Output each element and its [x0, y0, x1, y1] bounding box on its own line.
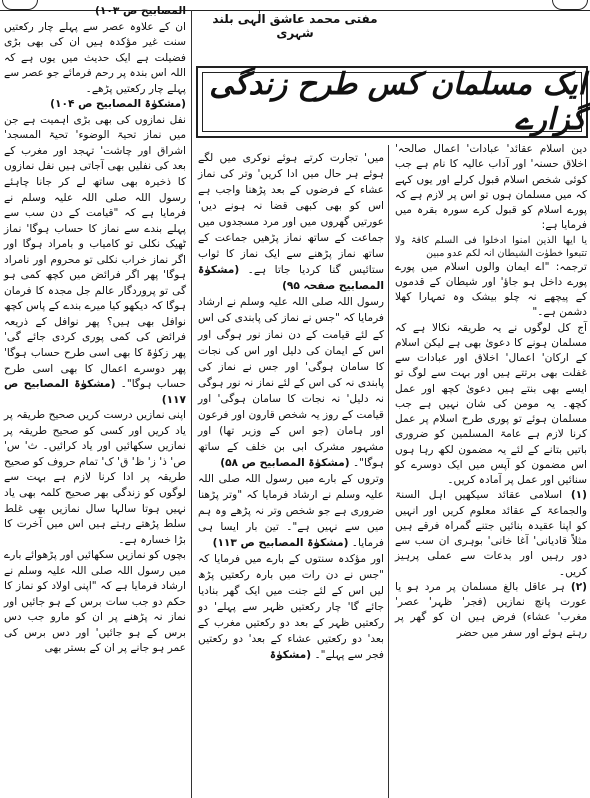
list-item-number: (۱)	[570, 489, 587, 502]
hadith-reference: (مشکوٰۃ المصابیح ص ۱۰۴)	[50, 98, 186, 111]
article-title: ایک مسلمان کس طرح زندگی گزارے	[209, 67, 586, 137]
hadith-reference: (مشکوٰۃ المصابیح ص ۱۱۳)	[212, 537, 349, 550]
author-name: مفتی محمد عاشق الٰہی بلند شہری	[212, 12, 378, 40]
list-item-number: (۲)	[570, 580, 587, 593]
paragraph	[198, 150, 384, 294]
list-item	[395, 488, 587, 580]
list-item	[395, 580, 587, 641]
hadith-reference: المصابیح ص ۱۰۳)	[95, 5, 186, 17]
paragraph	[4, 113, 186, 408]
paragraph	[198, 294, 384, 471]
quran-verse: یا ایھا الذین امنوا ادخلوا فی السلم کافۃ ولا تتبعوا خطوٰت الشیطان انہ لکم عدو مبین	[395, 234, 587, 259]
paragraph-text: اور مؤکدہ سنتوں کے بارے میں فرمایا کہ "جس نے دن رات میں بارہ رکعتیں پڑھ لیں اس کے لئے جنت میں ایک گھر بنادیا جائے گا' چار رکعتیں ظہر سے پہلے' دو رکعتیں ظہر کے بعد دو رکعتیں مغرب کے بعد' دو رکعتیں عشاء کے بعد' دو رکعتیں فجر سے پہلے"۔	[198, 553, 384, 662]
hadith-reference: (مشکوٰۃ المصابیح ص ۱۱۷)	[4, 378, 186, 406]
paragraph: دین اسلام عقائد' عبادات' اعمال صالحہ' اخلاق حسنہ' اور آداب عالیہ کا نام ہے جب کوئی شخص اسلام قبول کرلے اور یوں کہے کہ میں مسلمان ہوں تو اس پر لازم ہے کہ پورے اسلام کو قبول کرے سورہ بقرہ میں فرمایا ہے:	[395, 143, 587, 232]
list-item-text: اسلامی عقائد سیکھیں اہل السنۃ والجماعۃ کے عقائد معلوم کریں اور انہیں کو اپنا عقیدہ بنائیں جتنے گمراہ فرقے ہیں مثلاً قادیانی' آغا خانی' بوہری ان سب سے دور رہیں اور بدعات سے عملی پرہیز کریں۔	[395, 489, 587, 578]
paragraph-text: نفل نمازوں کی بھی بڑی اہمیت ہے جن میں نماز تحیۃ الوضوء' تحیۃ المسجد' اشراق اور چاشت' تہجد اور مغرب کے بعد کی نفلیں بھی آجاتی ہیں نفل نمازوں کا ذخیرہ بھی ساتھ لے کر جانا چاہئے رسول اللہ صلی اللہ علیہ وسلم نے فرمایا ہے کہ "قیامت کے دن سب سے پہلے بندے سے نماز کا حساب ہوگا' نماز ٹھیک نکلی تو کامیاب و بامراد ہوگا اور اگر نماز خراب نکلی تو محروم اور نامراد ہوگا' پھر اگر فرائض میں کچھ کمی ہو گی تو پروردگار عالم جل مجدہ کا فرمان ہوگا کہ دیکھو کیا میرے بندے کے پاس کچھ نوافل بھی ہیں؟ پھر نوافل کے ذریعہ فرائض کی کمی پوری کردی جائے گی' پھر زکوٰۃ کا بھی اسی طرح حساب ہوگا' پھر دوسرے اعمال کا بھی اسی طرح حساب ہوگا"۔	[4, 113, 186, 391]
column-middle	[198, 150, 384, 664]
paragraph-text: رسول اللہ صلی اللہ علیہ وسلم نے ارشاد فرمایا کہ "جس نے نماز کی پابندی کی اس کے لئے قیامت کے دن نماز نور ہوگی اور اس کے ایمان کی دلیل اور اس کی نجات کا سامان ہوگی' اور جس نے نماز کی پابندی نہ کی اس کے لئے نماز نہ نور ہوگی نہ دلیل' نہ نجات کا سامان ہوگی' اور قیامت کے روز یہ شخص قارون اور فرعون اور ہامان (جو اس کے وزیر تھا) اور مشہور مشرک ابی بن خلف کے ساتھ ہوگا"۔	[198, 296, 384, 469]
paragraph	[198, 471, 384, 551]
paragraph: ترجمہ: "اے ایمان والوں اسلام میں پورے پورے داخل ہو جاؤ' اور شیطان کے قدموں کے پیچھے نہ چلو بیشک وہ تمہارا کھلا دشمن ہے۔"	[395, 260, 587, 319]
column-divider-left	[191, 10, 192, 798]
paragraph: آج کل لوگوں نے یہ طریقہ نکالا ہے کہ مسلمان ہونے کا دعویٰ بھی ہے لیکن اسلام کے ارکان' اعمال' اخلاق اور عبادات سے غفلت بھی برتتے ہیں اور بہت سے لوگ تو ایسے بھی بنتے ہیں دعویٰ کچھ اور عمل کچھ۔ یہ مومن کی شان نہیں ہے جب مسلمان ہوئے تو پوری طرح اسلام پر عمل کرنا لازم ہے عامۃ المسلمین کو ضروری باتیں بتانے کے لئے یہ مضمون لکھ رہا ہوں اس مضمون کو آپس میں ایک دوسرے کو سنائیں اور عمل پر آمادہ کریں۔	[395, 321, 587, 486]
paragraph: اپنی نمازیں درست کریں صحیح طریقہ پر یاد کریں اور کسی کو صحیح طریقہ پر نمازیں سکھائیں اور یاد کرائیں۔ ث' س' ص' ذ' ز' ظ' ق' ک' تمام حروف کو صحیح طریقہ پر ادا کرنا لازم ہے بہت سے لوگوں کو زندگی بھر صحیح کلمہ بھی یاد نہیں ہوتا سالہا سال نمازیں بھی غلط سلط پڑھتے رہتے ہیں اس میں آخرت کا بڑا خسارہ ہے۔	[4, 409, 186, 546]
title-box	[196, 66, 588, 138]
paragraph: ان کے علاوہ عصر سے پہلے چار رکعتیں سنت غیر مؤکدہ ہیں ان کی بھی بڑی فضیلت ہے ایک حدیث میں یوں ہے کہ اللہ اس بندہ پر رحم فرمائے جو عصر سے پہلے چار رکعتیں پڑھے۔	[4, 20, 186, 95]
list-item-text: ہر عاقل بالغ مسلمان پر مرد ہو یا عورت پانچ نمازیں (فجر' ظہر' عصر' مغرب' عشاء) فرض ہیں ان کو گھر پر رہتے ہوئے اور سفر میں حضر	[395, 580, 587, 639]
column-divider-right	[388, 145, 389, 798]
paragraph-text: میں' تجارت کرتے ہوئے نوکری میں لگے ہوئے ہر حال میں ادا کریں' وتر کی نماز عشاء کے فرضوں کے بعد پڑھنا واجب ہے اس کو بھی کبھی قضا نہ ہونے دیں' عورتیں گھروں میں اور مرد مسجدوں میں جماعت کے ساتھ نماز پڑھیں جماعت کے ساتھ نماز پڑھنے سے ایک نماز کا ثواب ستائیس گنا کردیا جاتا ہے۔	[198, 152, 384, 277]
paragraph	[198, 551, 384, 663]
column-left	[4, 4, 186, 657]
hadith-reference: (مشکوٰۃ المصابیح صفحہ ۹۵)	[198, 264, 384, 293]
hadith-reference: (مشکوٰۃ	[269, 649, 312, 662]
paragraph: بچوں کو نمازیں سکھائیں اور پڑھوائے بارے میں رسول اللہ صلی اللہ علیہ وسلم نے ارشاد فرمایا ہے کہ "اپنی اولاد کو نماز کا حکم دو جب سات برس کے ہو جائیں اور نماز نہ پڑھنے پر ان کو مارو جب دس برس کے ہو جائیں' اور دس برس کی عمر ہو جانے پر ان کے بستر بھی	[4, 549, 186, 655]
column-right	[395, 142, 587, 641]
hadith-reference: (مشکوٰۃ المصابیح ص ۵۸)	[220, 456, 350, 469]
corner-ornament-right	[552, 0, 588, 10]
paragraph-text: وتروں کے بارے میں رسول اللہ صلی اللہ علیہ وسلم نے ارشاد فرمایا کہ "وتر پڑھنا ضروری ہے جو شخص وتر نہ پڑھے وہ ہم میں سے نہیں ہے"۔ تین بار ایسا ہی فرمایا۔	[198, 472, 384, 550]
